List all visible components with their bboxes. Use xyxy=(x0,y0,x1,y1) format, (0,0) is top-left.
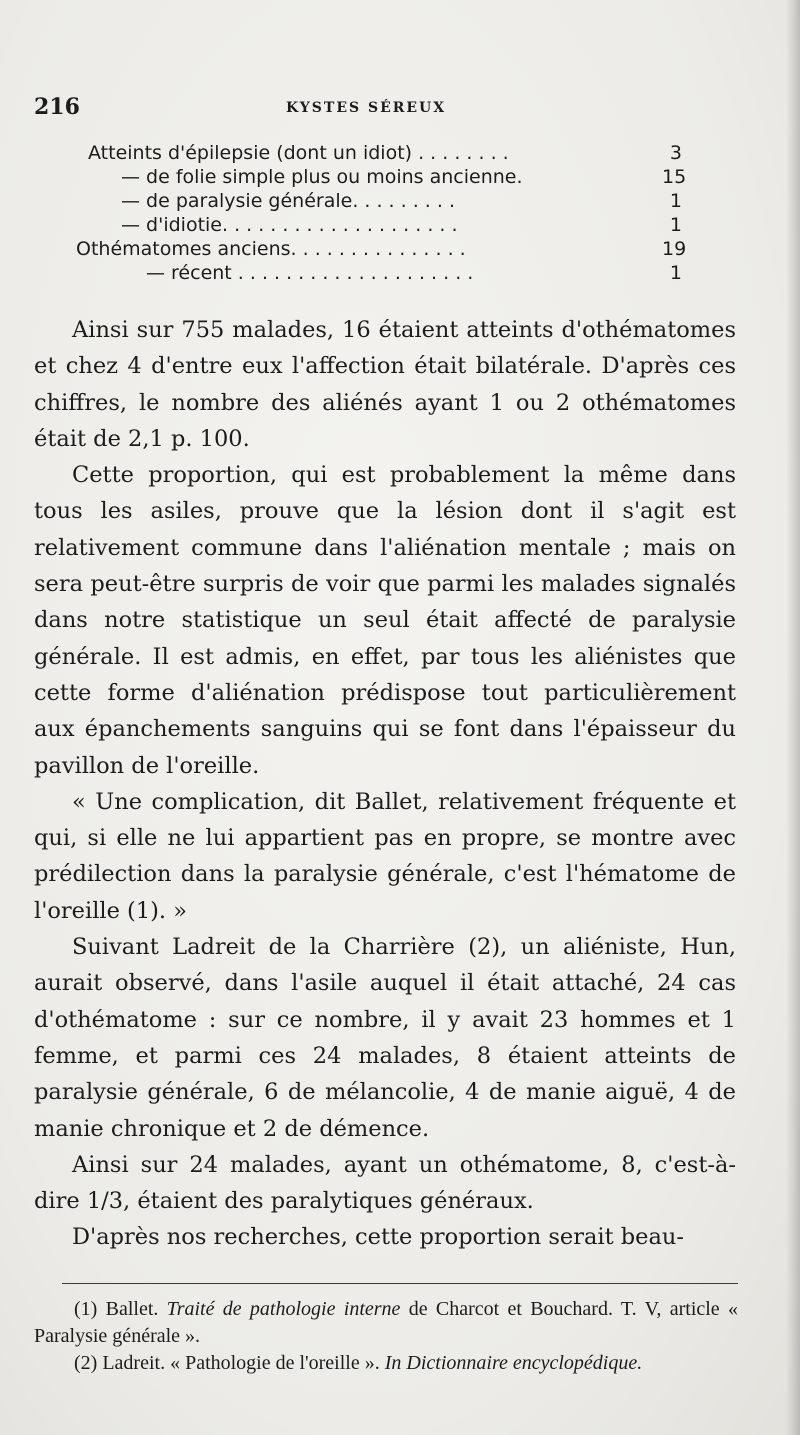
stat-value: 15 xyxy=(662,166,687,188)
paragraph: Suivant Ladreit de la Charrière (2), un aliéniste, Hun, aurait observé, dans l'asile auquel il était attaché, 24 cas d'othématome : sur ce nombre, il y avait 23 hommes et 1 femme, et parmi ces 24 malades, 8 étaient atteints de paralysie générale, 6 de mélancolie, 4 de manie aiguë, 4 de manie chronique et 2 de démence. xyxy=(34,934,736,1142)
stat-value: 1 xyxy=(669,190,682,212)
stat-row xyxy=(0,238,800,262)
footnote xyxy=(34,1350,738,1377)
stat-row xyxy=(0,214,800,238)
page-number: 216 xyxy=(34,94,80,120)
stat-row xyxy=(0,142,800,166)
stat-label: — d'idiotie. . . . . . . . . . . . . . . . . . . . xyxy=(121,214,458,236)
paragraph: Ainsi sur 755 malades, 16 étaient atteints d'othématomes et chez 4 d'entre eux l'affection était bilatérale. D'après ces chiffres, le nombre des aliénés ayant 1 ou 2 othématomes était de 2,1 p. 100. xyxy=(34,317,736,452)
stat-label: — récent . . . . . . . . . . . . . . . . . . . . xyxy=(146,262,474,284)
stat-value: 3 xyxy=(669,142,682,164)
stat-value: 1 xyxy=(669,262,682,284)
stat-row xyxy=(0,190,800,214)
running-title: KYSTES SÉREUX xyxy=(286,100,447,116)
footnote-text: de Charcot et Bouchard. T. V, article « Paralysie générale ». xyxy=(34,1298,738,1347)
body-text xyxy=(34,312,736,1256)
paragraph: « Une complication, dit Ballet, relativement fréquente et qui, si elle ne lui appartient pas en propre, se montre avec prédilection dans la paralysie générale, c'est l'hématome de l'oreille (1). » xyxy=(34,788,736,924)
page-header xyxy=(34,92,734,122)
stat-label: Atteints d'épilepsie (dont un idiot) . . . . . . . . xyxy=(88,142,509,164)
stat-row xyxy=(0,262,800,286)
paragraph: Ainsi sur 24 malades, ayant un othématome, 8, c'est-à-dire 1/3, étaient des paralytiques généraux. xyxy=(34,1151,736,1215)
footnote-title: In Dictionnaire encyclopédique. xyxy=(384,1352,643,1374)
footnote-text: (2) Ladreit. « Pathologie de l'oreille ». xyxy=(74,1352,385,1374)
paragraph: D'après nos recherches, cette proportion serait beau- xyxy=(72,1224,684,1251)
paragraph: Cette proportion, qui est probablement la même dans tous les asiles, prouve que la lésion dont il s'agit est relativement commune dans l'aliénation mentale ; mais on sera peut-être surpris de voir que parmi les malades signalés dans notre statistique un seul était affecté de paralysie générale. Il est admis, en effet, par tous les aliénistes que cette forme d'aliénation prédispose tout particulièrement aux épanchements sanguins qui se font dans l'épaisseur du pavillon de l'oreille. xyxy=(34,462,736,779)
footnotes xyxy=(34,1296,738,1377)
footnote xyxy=(34,1296,738,1350)
stat-label: — de paralysie générale. . . . . . . . . xyxy=(121,190,455,212)
stat-value: 19 xyxy=(662,238,687,260)
stat-row xyxy=(0,166,800,190)
stat-value: 1 xyxy=(669,214,682,236)
footnote-title: Traité de pathologie interne xyxy=(166,1298,401,1320)
footnote-text: (1) Ballet. xyxy=(74,1298,167,1320)
stat-label: — de folie simple plus ou moins ancienne. xyxy=(121,166,523,188)
footnote-rule xyxy=(62,1283,738,1284)
stat-label: Othématomes anciens. . . . . . . . . . . . . . . xyxy=(76,238,466,260)
